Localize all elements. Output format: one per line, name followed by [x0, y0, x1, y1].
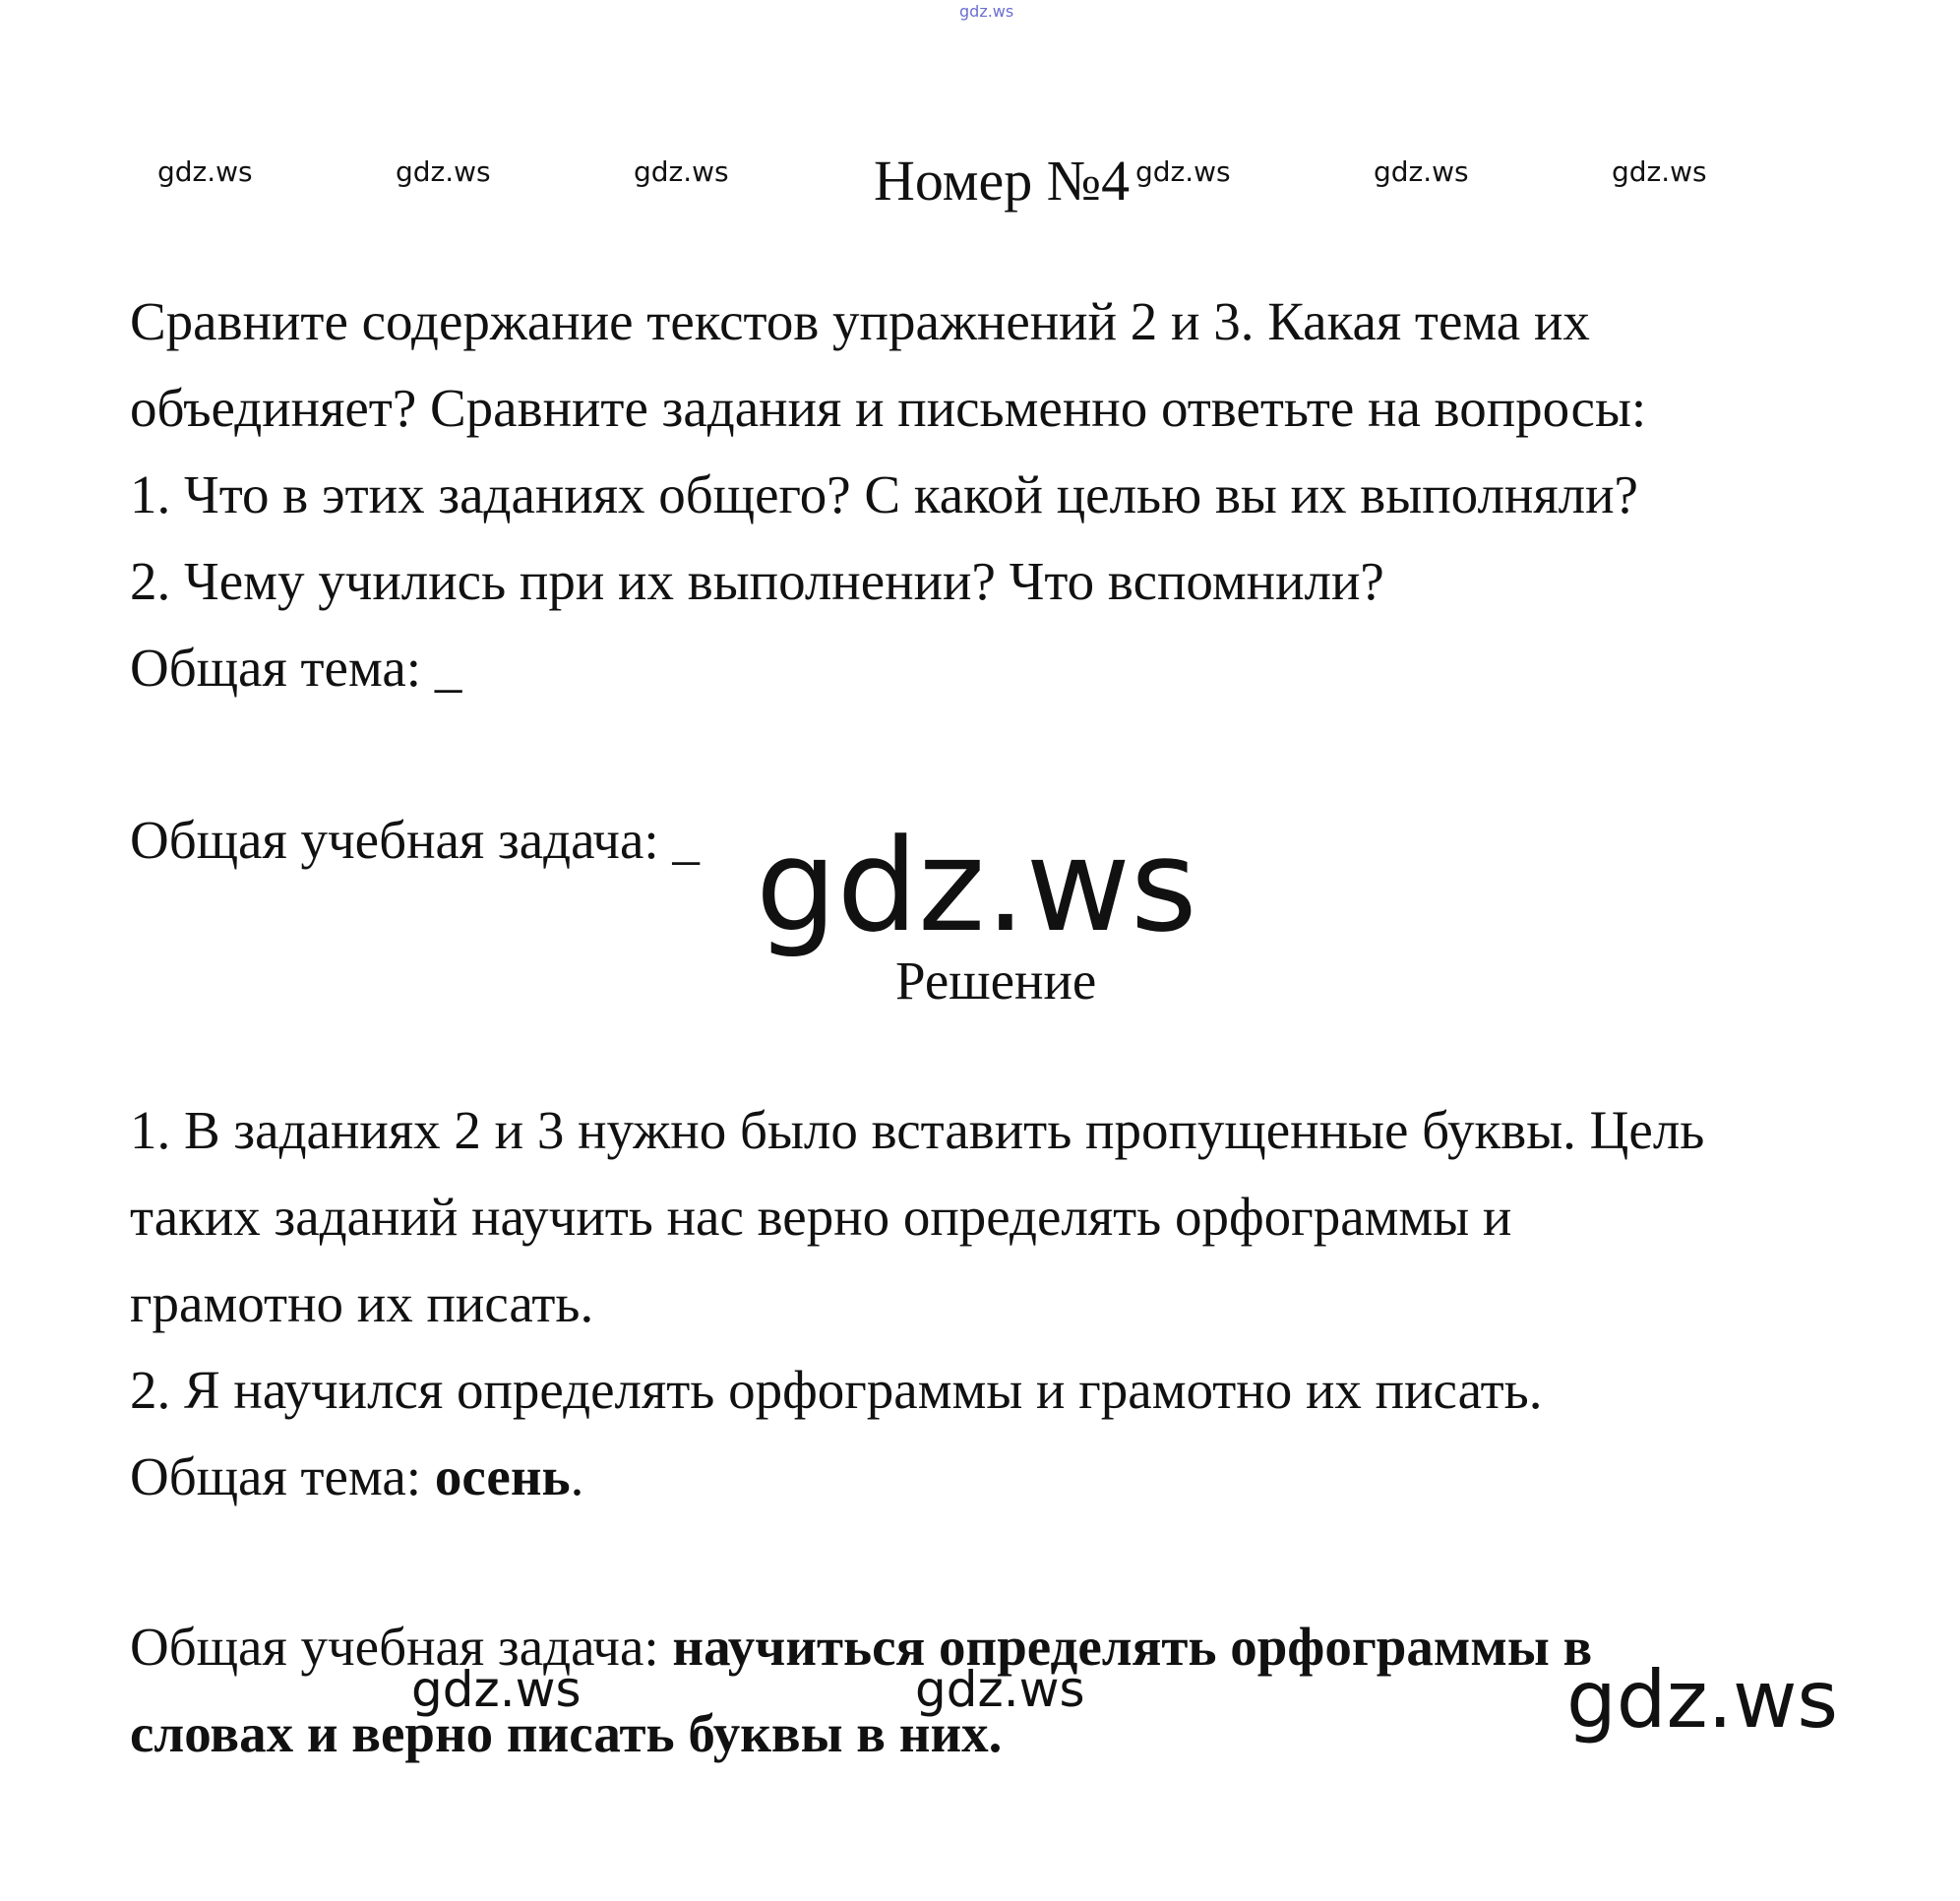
- watermark-small-5: gdz.ws: [1374, 155, 1469, 188]
- watermark-big-center: gdz.ws: [756, 811, 1197, 960]
- watermark-mid-2: gdz.ws: [915, 1661, 1085, 1718]
- task-line-4: 2. Чему учились при их выполнении? Что вспомнили?: [130, 551, 1384, 611]
- watermark-mid-1: gdz.ws: [411, 1661, 582, 1718]
- answer-line-4: 2. Я научился определять орфограммы и грамотно их писать.: [130, 1360, 1543, 1420]
- answer-block: [130, 1087, 1881, 1520]
- task-block: [130, 278, 1881, 711]
- watermark-small-3: gdz.ws: [634, 155, 729, 188]
- watermark-big-bottom-right: gdz.ws: [1566, 1654, 1839, 1746]
- answer-line-3: грамотно их писать.: [130, 1273, 594, 1333]
- page-title: Номер №4: [874, 149, 1131, 213]
- task-line-2: объединяет? Сравните задания и письменно ответьте на вопросы:: [130, 378, 1647, 438]
- task-line-5: Общая тема: _: [130, 638, 462, 698]
- answer-line-1: 1. В заданиях 2 и 3 нужно было вставить пропущенные буквы. Цель: [130, 1100, 1705, 1160]
- watermark-small-6: gdz.ws: [1612, 155, 1707, 188]
- watermark-small-4: gdz.ws: [1135, 155, 1231, 188]
- answer-line-2: таких заданий научить нас верно определять орфограммы и: [130, 1187, 1512, 1247]
- watermark-small-2: gdz.ws: [396, 155, 491, 188]
- answer-theme-end: .: [570, 1446, 584, 1506]
- task-learning-line: Общая учебная задача: _: [130, 810, 700, 870]
- task-line-1: Сравните содержание текстов упражнений 2 и 3. Какая тема их: [130, 291, 1590, 351]
- task-line-3: 1. Что в этих заданиях общего? С какой целью вы их выполняли?: [130, 464, 1638, 524]
- answer-task-value-1: научиться определять орфограммы в: [672, 1617, 1593, 1677]
- watermark-small-1: gdz.ws: [157, 155, 253, 188]
- answer-theme-value: осень: [434, 1446, 571, 1506]
- answer-task-value-2: словах и верно писать буквы в них.: [130, 1703, 1003, 1763]
- watermark-tiny: gdz.ws: [959, 2, 1014, 21]
- answer-theme-line: [130, 1434, 1881, 1520]
- solution-heading: Решение: [895, 950, 1097, 1011]
- answer-task-label: Общая учебная задача:: [130, 1617, 673, 1677]
- answer-theme-label: Общая тема:: [130, 1446, 435, 1506]
